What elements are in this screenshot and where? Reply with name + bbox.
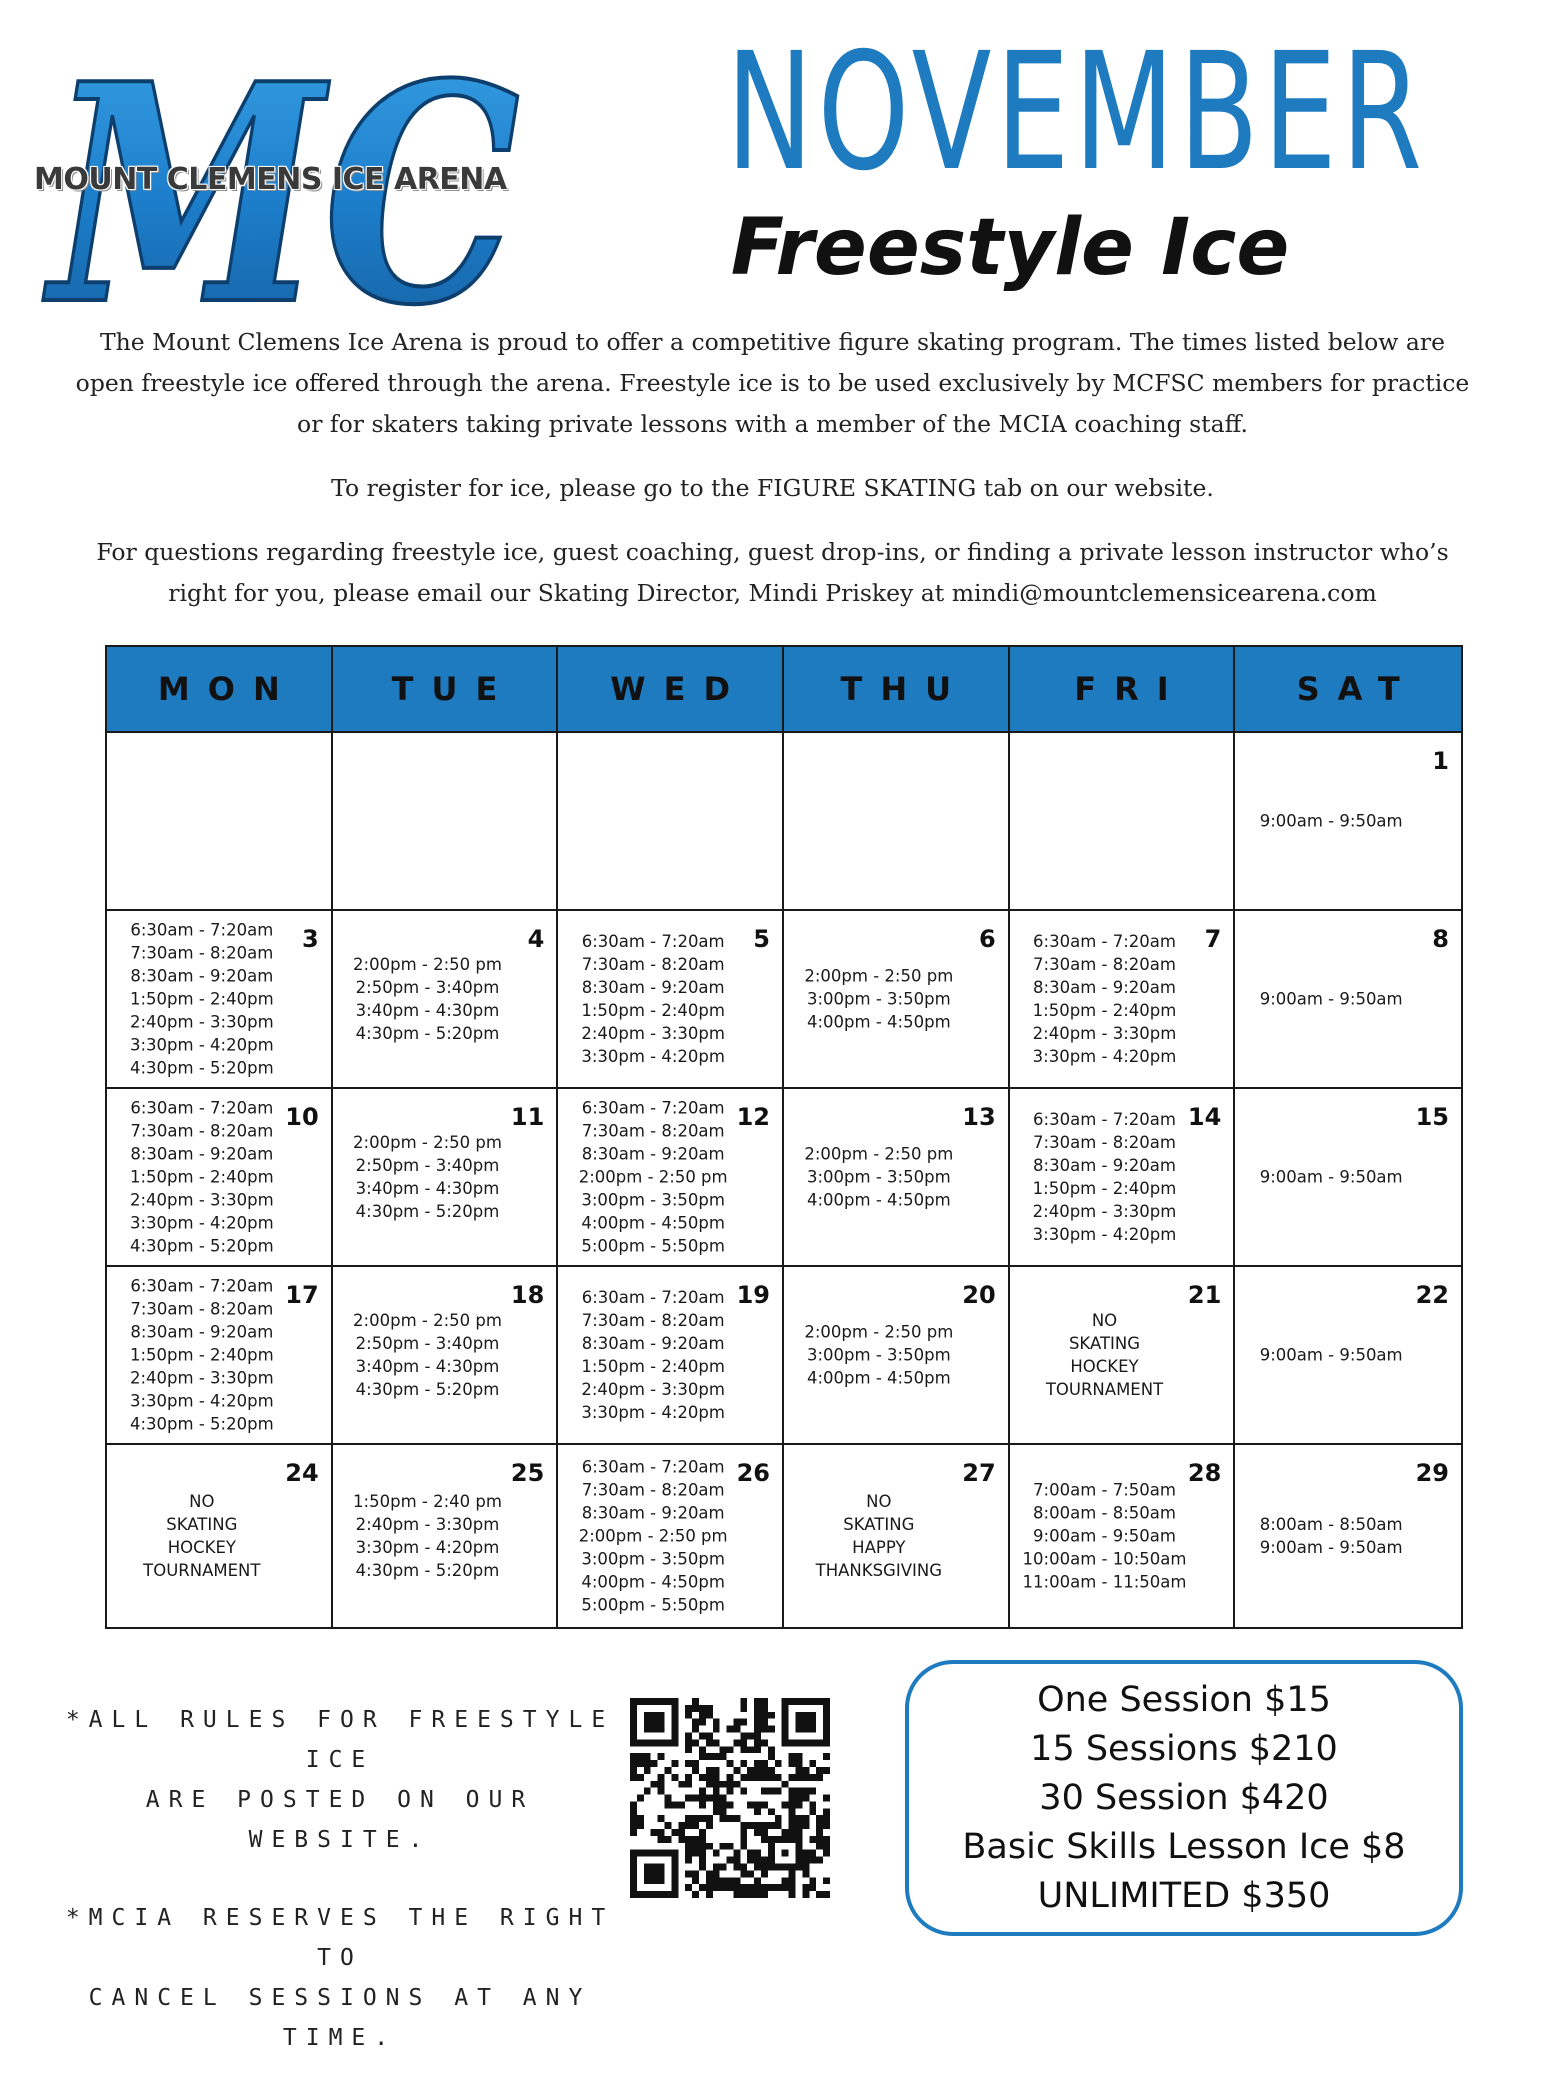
session-time: 9:00am - 9:50am [1259, 1167, 1403, 1187]
month-title: NOVEMBER [726, 19, 1427, 207]
session-time: 10:00am - 10:50am [1022, 1549, 1187, 1569]
session-time: 1:50pm - 2:40pm [1032, 1001, 1177, 1020]
session-times [1010, 930, 1200, 1068]
page-subtitle: Freestyle Ice [730, 203, 1290, 293]
session-time: 5:00pm - 5:50pm [581, 1595, 725, 1615]
session-time: 2:50pm - 3:40pm [355, 978, 500, 997]
day-number: 11 [510, 1103, 545, 1131]
session-time: 3:30pm - 4:20pm [581, 1047, 725, 1066]
session-time: 2:40pm - 3:30pm [130, 1368, 274, 1388]
session-time: 8:30am - 9:20am [581, 1503, 725, 1523]
session-time: 4:00pm - 4:50pm [807, 1368, 951, 1388]
calendar-day-cell [784, 1267, 1010, 1445]
day-number: 1 [1432, 747, 1449, 775]
day-number: 21 [1187, 1281, 1222, 1309]
session-times [107, 919, 297, 1080]
price-item: 15 Sessions $210 [1030, 1728, 1338, 1769]
session-times [333, 1131, 523, 1223]
session-time: 2:40pm - 3:30pm [581, 1024, 725, 1043]
day-header: MON [107, 647, 333, 733]
day-number: 12 [736, 1103, 770, 1131]
calendar-day-cell [558, 1267, 784, 1445]
session-time: TOURNAMENT [143, 1561, 261, 1580]
session-time: 4:00pm - 4:50pm [807, 1190, 951, 1210]
session-time: 9:00am - 9:50am [1259, 1345, 1403, 1365]
session-time: 1:50pm - 2:40pm [130, 1167, 274, 1187]
calendar-week-row [107, 1267, 1461, 1445]
rules-line: CANCEL SESSIONS AT ANY TIME. [88, 1985, 592, 2051]
session-time: 3:30pm - 4:20pm [1032, 1047, 1177, 1066]
session-time: 8:30am - 9:20am [581, 1334, 725, 1353]
day-number: 27 [962, 1459, 996, 1487]
session-time: 2:40pm - 3:30pm [130, 1012, 274, 1032]
rules-line: ARE POSTED ON OUR WEBSITE. [145, 1787, 535, 1853]
session-time: HOCKEY [167, 1538, 236, 1557]
calendar-day-cell [333, 1089, 559, 1267]
session-times [1235, 1166, 1427, 1189]
session-time: 2:40pm - 3:30pm [581, 1380, 725, 1399]
session-time: 2:00pm - 2:50 pm [353, 955, 502, 974]
day-header: THU [784, 647, 1010, 733]
intro-paragraph-3: For questions regarding freestyle ice, guest coaching, guest drop-ins, or finding a private lesson instructor who’s right for you, please email our Skating Director, Mindi Priskey at mindi@mountclemensicearena.com [96, 538, 1449, 607]
session-time: 4:30pm - 5:20pm [355, 1024, 500, 1043]
price-item: Basic Skills Lesson Ice $8 [962, 1826, 1406, 1867]
session-time: 9:00am - 9:50am [1259, 811, 1403, 831]
session-time: 8:30am - 9:20am [130, 1144, 274, 1164]
day-number: 20 [962, 1281, 996, 1309]
session-time: 3:30pm - 4:20pm [130, 1391, 274, 1411]
session-time: 4:00pm - 4:50pm [581, 1572, 725, 1592]
session-time: 2:00pm - 2:50 pm [353, 1133, 502, 1152]
session-time: 7:30am - 8:20am [1033, 1133, 1176, 1152]
session-times [558, 930, 748, 1068]
session-time: 4:30pm - 5:20pm [130, 1058, 274, 1078]
calendar-day-cell [784, 1089, 1010, 1267]
day-number: 24 [285, 1459, 319, 1487]
calendar-day-cell [558, 1089, 784, 1267]
session-time: 6:30am - 7:20am [581, 1457, 725, 1477]
session-times [107, 1490, 297, 1582]
session-time: 4:00pm - 4:50pm [581, 1213, 725, 1233]
session-time: 3:40pm - 4:30pm [355, 1179, 500, 1198]
session-time: 2:50pm - 3:40pm [355, 1334, 500, 1353]
rules-line: *MCIA RESERVES THE RIGHT TO [65, 1905, 615, 1971]
day-number: 22 [1415, 1281, 1449, 1309]
session-time: 5:00pm - 5:50pm [581, 1236, 725, 1256]
session-time: 3:30pm - 4:20pm [1032, 1225, 1177, 1244]
day-number: 29 [1415, 1459, 1449, 1487]
session-time: 2:00pm - 2:50 pm [353, 1311, 502, 1330]
session-times [1235, 988, 1427, 1011]
day-number: 7 [1204, 925, 1222, 953]
calendar-day-cell [1235, 733, 1461, 911]
session-time: SKATING [1068, 1334, 1141, 1353]
session-time: 8:30am - 9:20am [581, 978, 725, 997]
calendar-day-cell [333, 1267, 559, 1445]
logo-caption: MOUNT CLEMENS ICE ARENA [34, 162, 507, 197]
calendar-header [107, 647, 1461, 733]
calendar-day-cell [1235, 1089, 1461, 1267]
calendar-day-cell [107, 1445, 333, 1627]
day-number: 18 [510, 1281, 545, 1309]
day-number: 26 [736, 1459, 770, 1487]
session-time: 3:00pm - 3:50pm [581, 1549, 725, 1569]
price-item: 30 Session $420 [1039, 1777, 1329, 1818]
session-times [107, 1275, 297, 1436]
calendar-day-cell [558, 733, 784, 911]
calendar-day-cell [1010, 1267, 1236, 1445]
session-time: 1:50pm - 2:40pm [130, 989, 274, 1009]
session-times [1010, 1309, 1200, 1401]
day-number: 15 [1415, 1103, 1449, 1131]
day-number: 17 [285, 1281, 319, 1309]
session-time: 6:30am - 7:20am [581, 1288, 725, 1307]
price-item: UNLIMITED $350 [1037, 1875, 1331, 1916]
calendar-day-cell [107, 911, 333, 1089]
session-times [333, 1490, 523, 1582]
session-times [784, 1490, 974, 1582]
session-time: SKATING [843, 1515, 915, 1534]
session-times [107, 1097, 297, 1258]
session-time: 9:00am - 9:50am [1259, 989, 1403, 1009]
day-number: 28 [1187, 1459, 1222, 1487]
session-time: 3:00pm - 3:50pm [581, 1190, 725, 1210]
session-time: NO [866, 1492, 892, 1511]
price-item: One Session $15 [1037, 1679, 1331, 1720]
session-time: 2:40pm - 3:30pm [130, 1190, 274, 1210]
arena-logo [30, 22, 550, 322]
intro-paragraph-1: The Mount Clemens Ice Arena is proud to offer a competitive figure skating program. The times listed below are open freestyle ice offered through the arena. Freestyle ice is to be used exclusively by MCFSC members for practice or for skaters taking private lessons with a member of the MCIA coaching staff. [75, 328, 1470, 438]
day-header: WED [558, 647, 784, 733]
session-times [333, 1309, 523, 1401]
session-time: 7:30am - 8:20am [130, 1121, 274, 1141]
calendar-day-cell [107, 733, 333, 911]
session-time: 2:00pm - 2:50 pm [804, 1322, 954, 1342]
session-time: 4:30pm - 5:20pm [355, 1380, 500, 1399]
session-time: 6:30am - 7:20am [1033, 1110, 1176, 1129]
session-time: 8:30am - 9:20am [581, 1144, 725, 1164]
day-number: 5 [753, 925, 770, 953]
calendar-day-cell [1010, 911, 1236, 1089]
session-time: 3:40pm - 4:30pm [355, 1001, 500, 1020]
day-number: 8 [1432, 925, 1449, 953]
calendar-day-cell [784, 911, 1010, 1089]
session-time: 3:30pm - 4:20pm [130, 1035, 274, 1055]
session-times [784, 1321, 974, 1390]
session-times [784, 965, 974, 1034]
session-times [558, 1456, 748, 1617]
calendar-body [107, 733, 1461, 1627]
session-time: 9:00am - 9:50am [1033, 1526, 1176, 1546]
day-number: 25 [510, 1459, 545, 1487]
session-time: 1:50pm - 2:40pm [581, 1001, 725, 1020]
session-times [1235, 1344, 1427, 1367]
session-time: 6:30am - 7:20am [130, 1098, 274, 1118]
session-time: 7:30am - 8:20am [581, 1311, 725, 1330]
session-time: 3:30pm - 4:20pm [581, 1403, 725, 1422]
session-time: 1:50pm - 2:40pm [581, 1357, 725, 1376]
session-time: 8:30am - 9:20am [130, 1322, 274, 1342]
session-times [784, 1143, 974, 1212]
session-time: 6:30am - 7:20am [581, 1098, 725, 1118]
session-time: 4:30pm - 5:20pm [355, 1202, 500, 1221]
session-time: 4:30pm - 5:20pm [130, 1414, 274, 1434]
calendar-day-cell [1010, 1445, 1236, 1627]
calendar-day-cell [333, 1445, 559, 1627]
session-time: 7:30am - 8:20am [581, 1480, 725, 1500]
session-time: 6:30am - 7:20am [1033, 932, 1176, 951]
day-number: 6 [978, 925, 996, 953]
session-time: 1:50pm - 2:40pm [1032, 1179, 1177, 1198]
session-time: THANKSGIVING [815, 1561, 942, 1580]
session-time: 2:00pm - 2:50 pm [804, 1144, 954, 1164]
session-time: 3:00pm - 3:50pm [807, 989, 951, 1009]
session-time: 7:30am - 8:20am [130, 1299, 274, 1319]
session-time: NO [1091, 1311, 1118, 1330]
schedule-calendar [105, 645, 1463, 1629]
session-time: 2:40pm - 3:30pm [1032, 1024, 1177, 1043]
rules-notice [60, 1700, 620, 2096]
session-times [1010, 1479, 1200, 1594]
session-time: 7:30am - 8:20am [581, 955, 725, 974]
session-time: 7:30am - 8:20am [1033, 955, 1176, 974]
day-header: FRI [1010, 647, 1236, 733]
session-time: 7:00am - 7:50am [1033, 1480, 1176, 1500]
session-time: 8:00am - 8:50am [1033, 1503, 1176, 1523]
session-time: 4:30pm - 5:20pm [130, 1236, 274, 1256]
session-time: 7:30am - 8:20am [130, 943, 274, 963]
calendar-week-row [107, 1445, 1461, 1627]
calendar-day-cell [1235, 1267, 1461, 1445]
calendar-day-cell [333, 733, 559, 911]
session-times [1010, 1108, 1200, 1246]
session-time: 9:00am - 9:50am [1259, 1538, 1403, 1557]
session-time: 3:00pm - 3:50pm [807, 1167, 951, 1187]
calendar-week-row [107, 911, 1461, 1089]
day-number: 4 [527, 925, 545, 953]
session-time: 2:00pm - 2:50 pm [578, 1167, 728, 1187]
session-time: 6:30am - 7:20am [130, 920, 274, 940]
calendar-day-cell [107, 1267, 333, 1445]
day-number: 13 [962, 1103, 996, 1131]
session-time: 2:00pm - 2:50 pm [578, 1526, 728, 1546]
logo-letters: MC [42, 22, 521, 322]
session-time: 11:00am - 11:50am [1022, 1572, 1187, 1592]
session-time: 3:40pm - 4:30pm [355, 1357, 500, 1376]
session-time: 3:30pm - 4:20pm [130, 1213, 274, 1233]
session-time: 8:00am - 8:50am [1259, 1515, 1403, 1534]
session-time: 4:30pm - 5:20pm [355, 1561, 500, 1580]
intro-paragraph-2: To register for ice, please go to the FIGURE SKATING tab on our website. [331, 474, 1214, 502]
session-time: TOURNAMENT [1045, 1380, 1164, 1399]
qr-code-icon[interactable] [630, 1698, 830, 1898]
calendar-day-cell [1235, 911, 1461, 1089]
calendar-day-cell [333, 911, 559, 1089]
day-number: 10 [285, 1103, 319, 1131]
session-times [1235, 1513, 1427, 1559]
session-time: 6:30am - 7:20am [130, 1276, 274, 1296]
calendar-day-cell [784, 733, 1010, 911]
calendar-day-cell [558, 1445, 784, 1627]
day-number: 19 [736, 1281, 770, 1309]
day-number: 3 [301, 925, 319, 953]
session-time: 8:30am - 9:20am [1033, 978, 1176, 997]
session-time: HAPPY [852, 1538, 906, 1557]
intro-text [70, 322, 1475, 637]
calendar-day-cell [784, 1445, 1010, 1627]
calendar-week-row [107, 1089, 1461, 1267]
session-time: 4:00pm - 4:50pm [807, 1012, 951, 1032]
day-header: TUE [333, 647, 559, 733]
session-time: 3:00pm - 3:50pm [807, 1345, 951, 1365]
session-time: 2:50pm - 3:40pm [355, 1156, 500, 1175]
session-time: HOCKEY [1070, 1357, 1139, 1376]
session-time: 6:30am - 7:20am [581, 932, 725, 951]
calendar-week-row [107, 733, 1461, 911]
pricing-box [905, 1660, 1463, 1936]
rules-line: *ALL RULES FOR FREESTYLE ICE [65, 1707, 615, 1773]
calendar-day-cell [1010, 1089, 1236, 1267]
session-time: 1:50pm - 2:40 pm [353, 1492, 502, 1511]
session-time: 3:30pm - 4:20pm [355, 1538, 500, 1557]
session-time: SKATING [166, 1515, 238, 1534]
session-time: 1:50pm - 2:40pm [130, 1345, 274, 1365]
session-time: 7:30am - 8:20am [581, 1121, 725, 1141]
session-time: 2:00pm - 2:50 pm [804, 966, 954, 986]
session-times [558, 1286, 748, 1424]
session-time: 2:40pm - 3:30pm [1032, 1202, 1177, 1221]
session-time: 2:40pm - 3:30pm [355, 1515, 500, 1534]
session-times [558, 1097, 748, 1258]
calendar-day-cell [107, 1089, 333, 1267]
calendar-day-cell [1010, 733, 1236, 911]
calendar-day-cell [1235, 1445, 1461, 1627]
session-times [1235, 810, 1427, 833]
session-time: 8:30am - 9:20am [1033, 1156, 1176, 1175]
session-times [333, 953, 523, 1045]
calendar-day-cell [558, 911, 784, 1089]
session-time: 8:30am - 9:20am [130, 966, 274, 986]
session-time: NO [189, 1492, 215, 1511]
day-header: SAT [1235, 647, 1461, 733]
day-number: 14 [1187, 1103, 1222, 1131]
